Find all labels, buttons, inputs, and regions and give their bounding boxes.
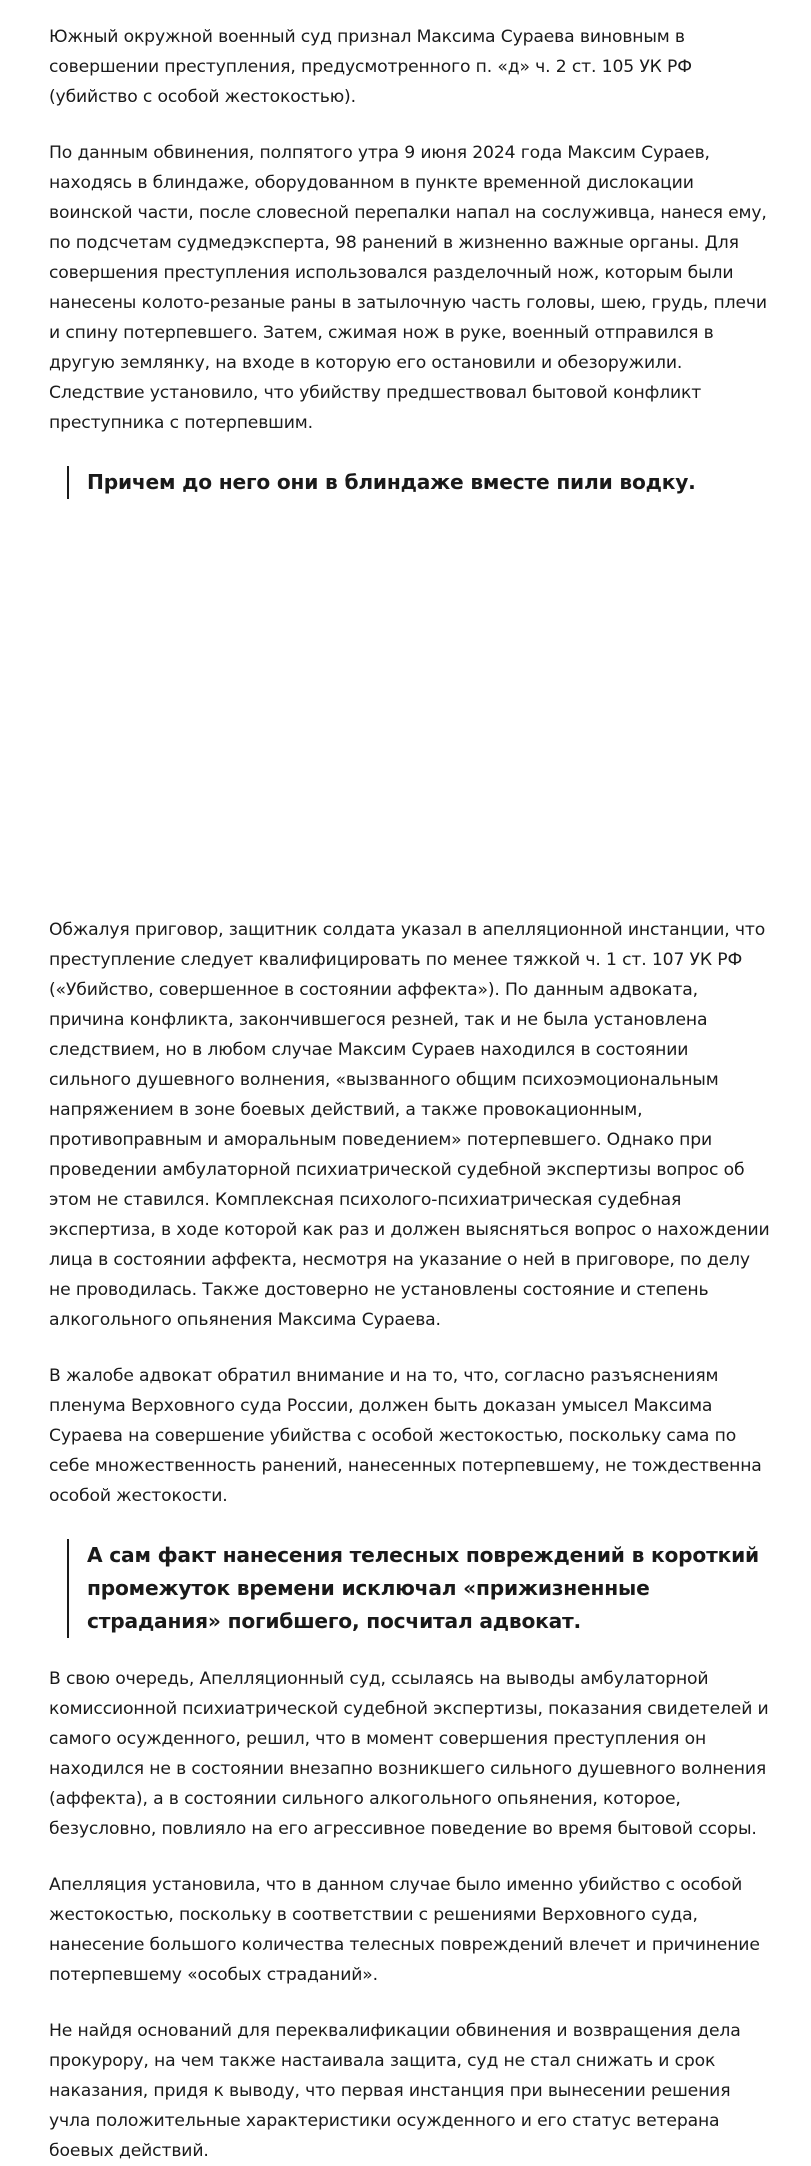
pull-quote-lawyer: А сам факт нанесения телесных повреждений в короткий промежуток времени исключал «прижизненные страдания» погибшего, посчитал адвокат. bbox=[67, 1539, 772, 1638]
paragraph-sentence: Не найдя оснований для переквалификации обвинения и возвращения дела прокурору, на чем также настаивала защита, суд не стал снижать и срок наказания, придя к выводу, что первая инстанция при вынесении решения учла положительные характеристики осужденного и его статус ветерана боевых действий. bbox=[49, 2021, 741, 2161]
pull-quote-vodka: Причем до него они в блиндаже вместе пили водку. bbox=[67, 466, 772, 499]
paragraph-complaint: В жалобе адвокат обратил внимание и на то, что, согласно разъяснениям пленума Верховного суда России, должен быть доказан умысел Максима Сураева на совершение убийства с особой жестокостью, поскольку сама по себе множественность ранений, нанесенных потерпевшему, не тождественна особой жестокости. bbox=[49, 1366, 762, 1506]
paragraph-appeal-defense: Обжалуя приговор, защитник солдата указал в апелляционной инстанции, что преступление следует квалифицировать по менее тяжкой ч. 1 ст. 107 УК РФ («Убийство, совершенное в состоянии аффекта»). По данным адвоката, причина конфликта, закончившегося резней, так и не была установлена следствием, но в любом случае Максим Сураев находился в состоянии сильного душевного волнения, «вызванного общим психоэмоциональным напряжением в зоне боевых действий, а также провокационным, противоправным и аморальным поведением» потерпевшего. Однако при проведении амбулаторной психиатрической судебной экспертизы вопрос об этом не ставился. Комплексная психолого-психиатрическая судебная экспертиза, в ходе которой как раз и должен выясняться вопрос о нахождении лица в состоянии аффекта, несмотря на указание о ней в приговоре, по делу не проводилась. Также достоверно не установлены состояние и степень алкогольного опьянения Максима Сураева. bbox=[49, 920, 770, 1330]
paragraph-verdict: Южный окружной военный суд признал Максима Сураева виновным в совершении преступления, предусмотренного п. «д» ч. 2 ст. 105 УК РФ (убийство с особой жестокостью). bbox=[49, 27, 692, 107]
article-body bbox=[49, 0, 772, 2166]
paragraph-appeal-ruling: Апелляция установила, что в данном случае было именно убийство с особой жестокостью, поскольку в соответствии с решениями Верховного суда, нанесение большого количества телесных повреждений влечет и причинение потерпевшему «особых страданий». bbox=[49, 1875, 760, 1985]
paragraph-appeal-court: В свою очередь, Апелляционный суд, ссылаясь на выводы амбулаторной комиссионной психиатрической судебной экспертизы, показания свидетелей и самого осужденного, решил, что в момент совершения преступления он находился не в состоянии внезапно возникшего сильного душевного волнения (аффекта), а в состоянии сильного алкогольного опьянения, которое, безусловно, повлияло на его агрессивное поведение во время бытовой ссоры. bbox=[49, 1669, 769, 1839]
paragraph-accusation: По данным обвинения, полпятого утра 9 июня 2024 года Максим Сураев, находясь в блиндаже, оборудованном в пункте временной дислокации воинской части, после словесной перепалки напал на сослуживца, нанеся ему, по подсчетам судмедэксперта, 98 ранений в жизненно важные органы. Для совершения преступления использовался разделочный нож, которым были нанесены колото-резаные раны в затылочную часть головы, шею, грудь, плечи и спину потерпевшего. Затем, сжимая нож в руке, военный отправился в другую землянку, на входе в которую его остановили и обезоружили. Следствие установило, что убийству предшествовал бытовой конфликт преступника с потерпевшим. bbox=[49, 143, 767, 433]
blank-area bbox=[49, 499, 772, 915]
